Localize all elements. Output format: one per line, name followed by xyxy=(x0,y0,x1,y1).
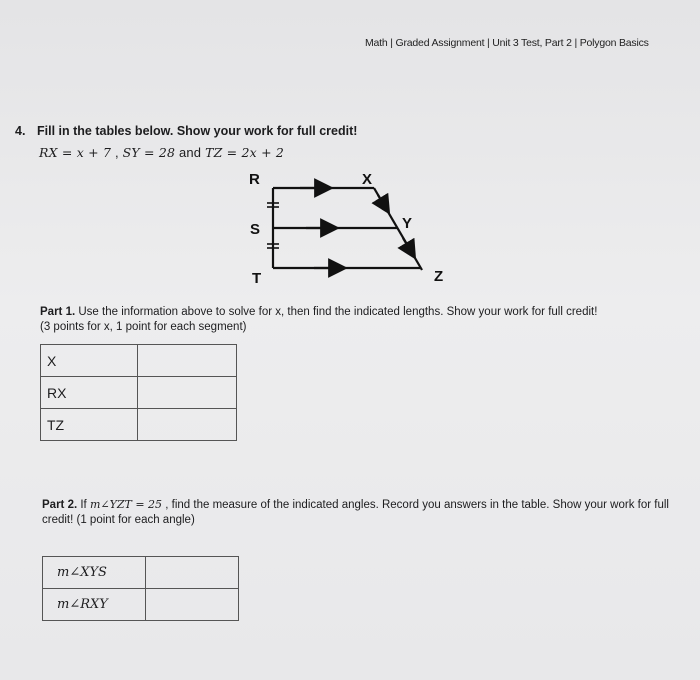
part2-if: If xyxy=(77,499,90,511)
row-label-angle-xys: m∠XYS xyxy=(43,557,146,589)
question-instruction: Fill in the tables below. Show your work for full credit! xyxy=(37,124,358,138)
table-row xyxy=(41,345,237,377)
label-r: R xyxy=(249,171,260,188)
part2-instructions xyxy=(42,497,682,528)
table-row xyxy=(43,557,239,589)
row-label-x: X xyxy=(41,345,138,377)
arrow-yz xyxy=(403,238,412,253)
equation-separator: , xyxy=(111,145,123,160)
answer-cell-angle-xys[interactable] xyxy=(146,557,239,589)
part2-title: Part 2. xyxy=(42,499,78,511)
row-label-rx: RX xyxy=(41,377,138,409)
part1-title: Part 1. xyxy=(40,306,76,318)
label-s: S xyxy=(250,221,261,238)
question-number: 4. xyxy=(15,124,26,138)
equation-sy: SY = 28 xyxy=(122,145,176,160)
trapezoid-diagram xyxy=(240,165,470,290)
equation-rx: RX = x + 7 xyxy=(39,145,112,160)
equation-tz: TZ = 2x + 2 xyxy=(205,145,285,160)
label-x: X xyxy=(362,171,373,188)
part1-instructions xyxy=(40,305,690,335)
worksheet-header: Math | Graded Assignment | Unit 3 Test, Part 2 | Polygon Basics xyxy=(365,37,649,49)
label-t: T xyxy=(252,270,262,287)
label-y: Y xyxy=(402,215,413,232)
question-heading xyxy=(15,124,357,138)
part1-points: (3 points for x, 1 point for each segment) xyxy=(40,321,247,333)
given-equations xyxy=(39,145,284,160)
arrow-xy xyxy=(378,195,386,208)
row-label-angle-rxy: m∠RXY xyxy=(43,589,146,621)
answer-cell-angle-rxy[interactable] xyxy=(146,589,239,621)
label-z: Z xyxy=(434,268,444,285)
part1-answer-table xyxy=(40,344,237,441)
part2-answer-table xyxy=(42,556,239,621)
answer-cell-x[interactable] xyxy=(138,345,237,377)
equation-and: and xyxy=(175,145,206,160)
table-row xyxy=(41,409,237,441)
answer-cell-tz[interactable] xyxy=(138,409,237,441)
row-label-tz: TZ xyxy=(41,409,138,441)
table-row xyxy=(43,589,239,621)
table-row xyxy=(41,377,237,409)
part2-text: , find the measure of the indicated angles. Record you answers in the table. Show your work for full credit! (1 point for each angle) xyxy=(42,499,669,526)
part2-given-angle: m∠YZT = 25 xyxy=(89,498,163,511)
part1-text: Use the information above to solve for x, then find the indicated lengths. Show your work for full credit! xyxy=(75,306,598,318)
answer-cell-rx[interactable] xyxy=(138,377,237,409)
